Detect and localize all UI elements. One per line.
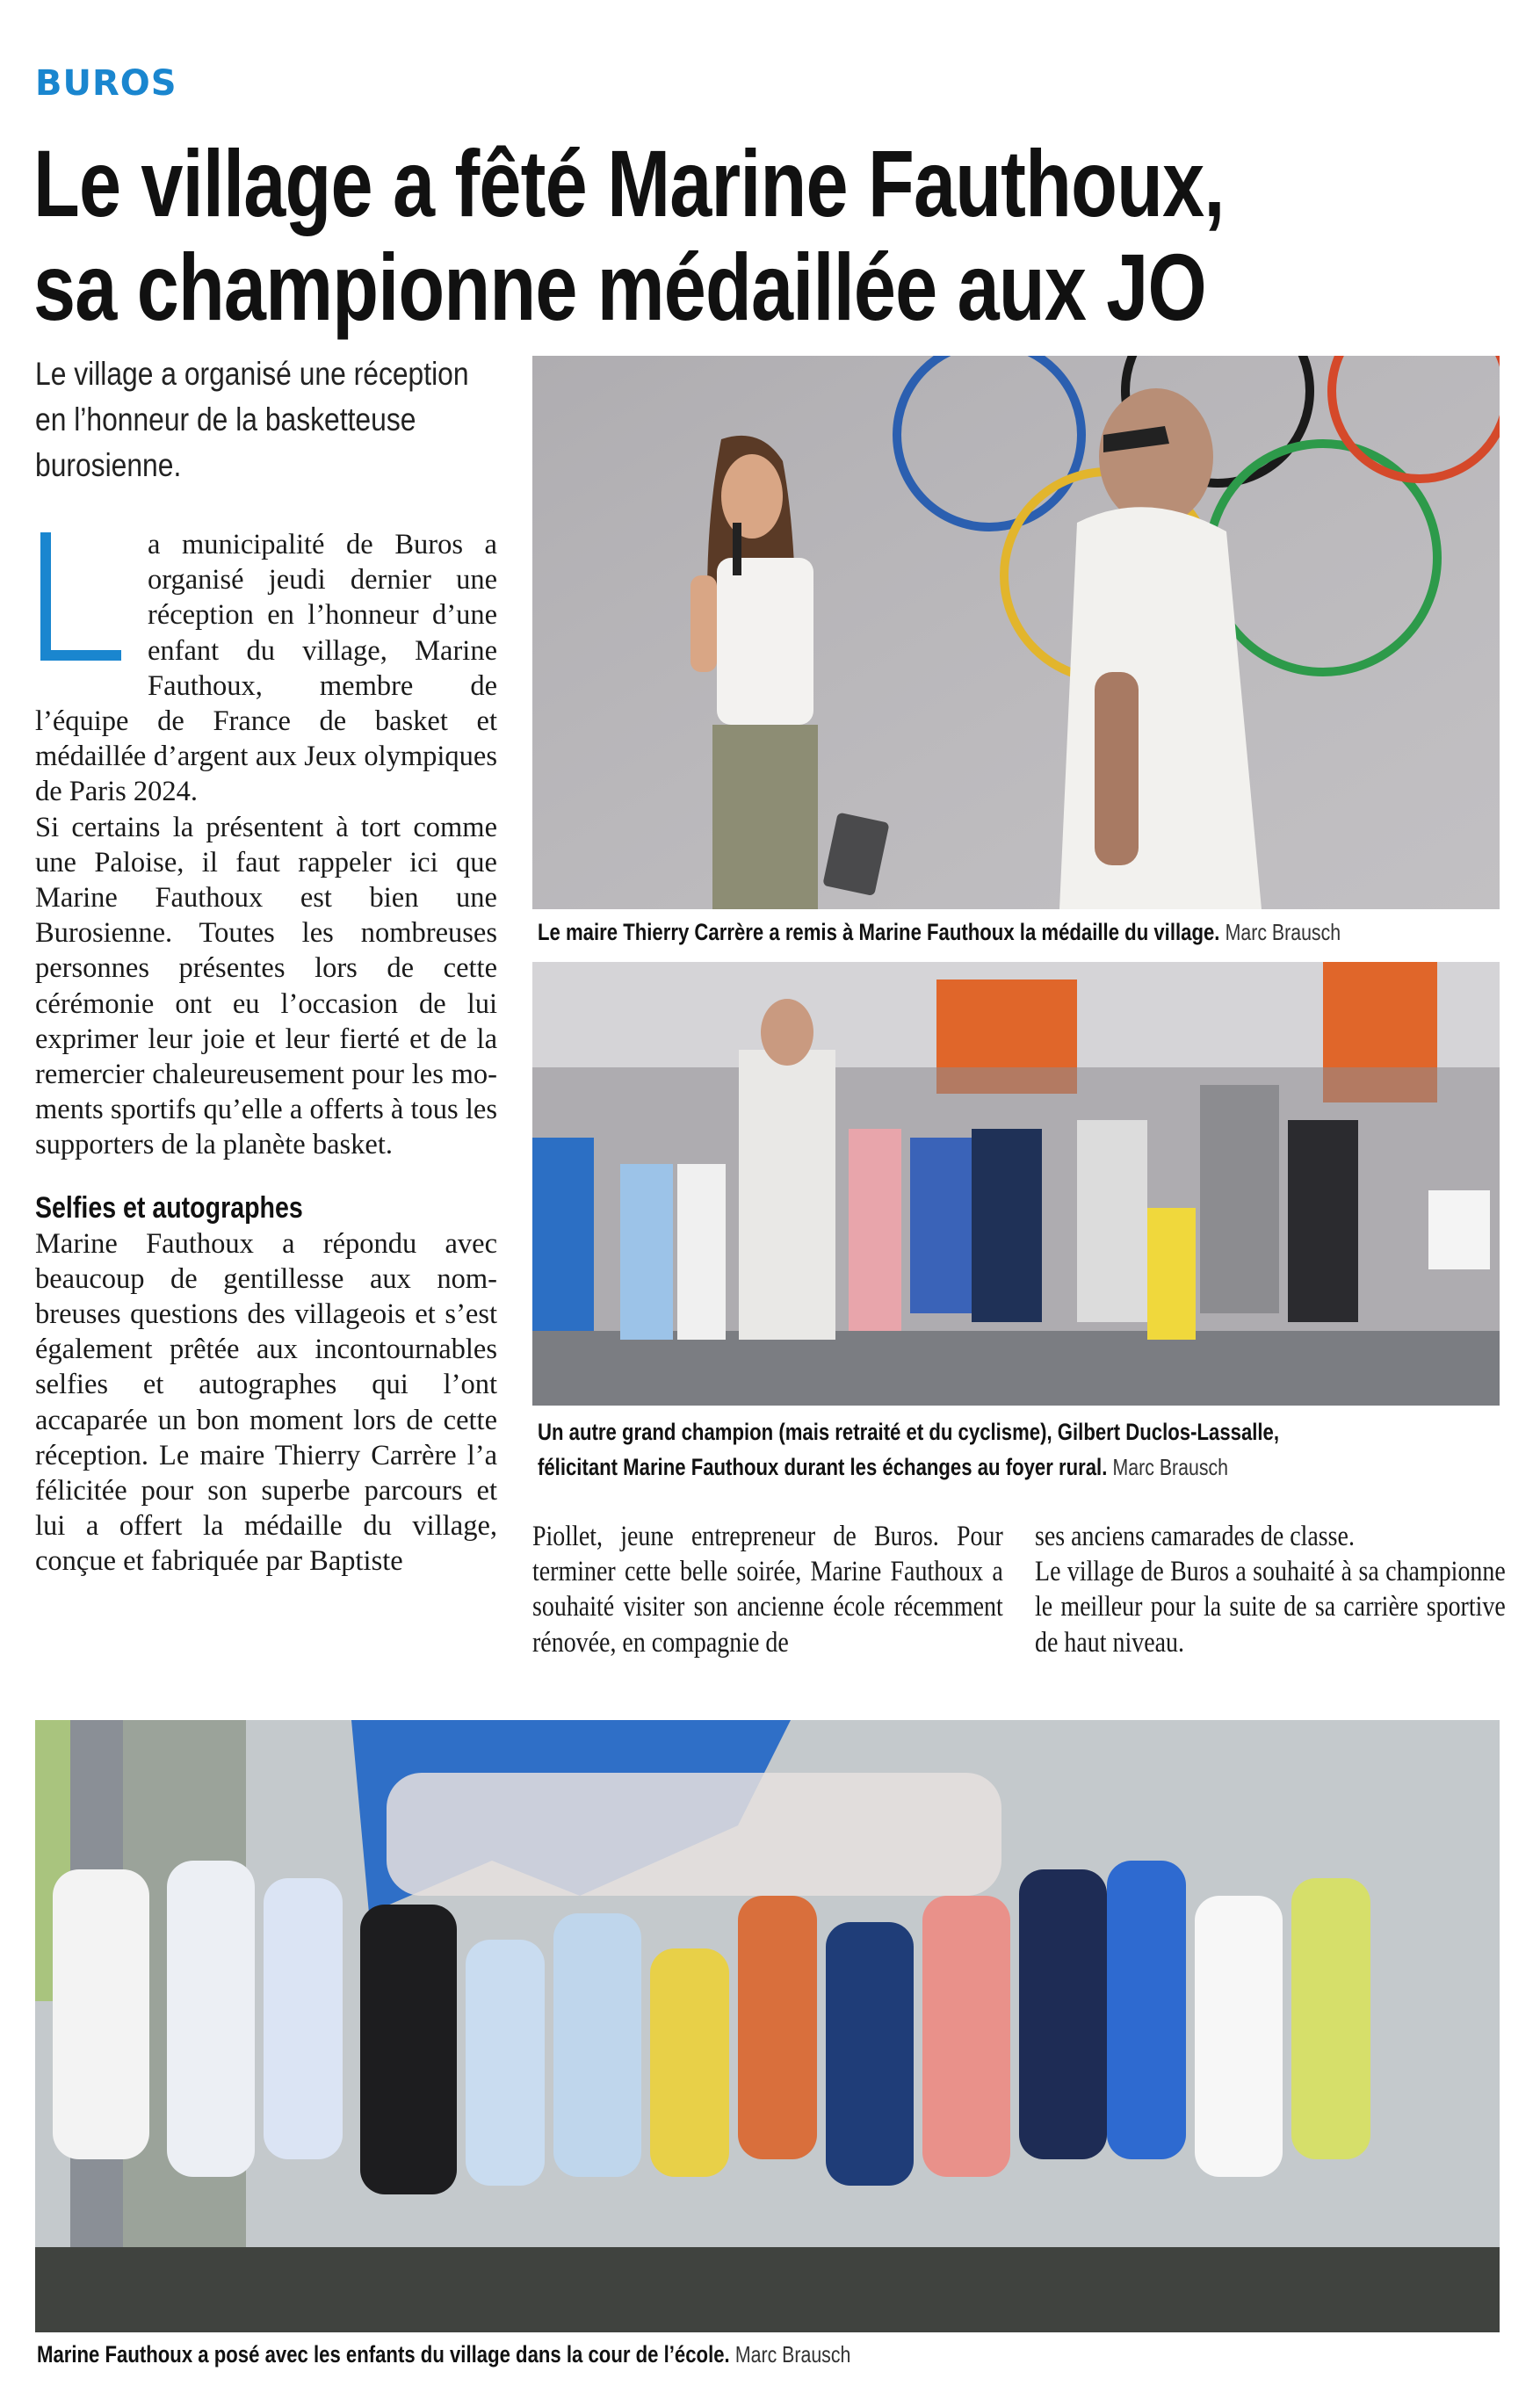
body-paragraph-4: Le village de Buros a souhaité à sa championne le meilleur pour la suite de sa carrière sportive de haut niveau. xyxy=(1035,1556,1506,1659)
body-paragraph-3-end: ses anciens camarades de classe. xyxy=(1035,1521,1355,1552)
body-column-middle-inner xyxy=(532,1519,1003,1660)
body-column-right-inner xyxy=(1035,1519,1506,1660)
floor xyxy=(532,1331,1500,1406)
headline-line-1: Le village a fêté Marine Fauthoux, xyxy=(33,130,1225,236)
photo-credit-1: Marc Brausch xyxy=(1225,919,1341,945)
dropcap-stem xyxy=(40,532,51,661)
kicker-section-label: BUROS xyxy=(35,63,177,104)
headline xyxy=(33,132,1516,339)
body-column-left xyxy=(35,527,497,1580)
photo-caption-3 xyxy=(37,2337,850,2372)
photo-schoolyard-group-art xyxy=(35,1720,1500,2332)
photo-medal-ceremony xyxy=(532,356,1500,909)
photo-community-hall xyxy=(532,962,1500,1406)
standfirst: Le village a organisé une réception en l’honneur de la basketteuse burosienne. xyxy=(35,356,469,483)
photo-credit-2: Marc Brausch xyxy=(1112,1454,1229,1480)
photo-community-hall-art xyxy=(532,962,1500,1406)
body-paragraph-2: Si certains la présentent à tort comme une Paloise, il faut rappeler ici que Marine Fauthoux est bien une Burosienne. Toutes les nombreuses personnes présentes lors de cette cérémonie ont eu l’occasion de lui exprimer leur joie et leur fierté et de la remercier chaleureusement pour les moments sportifs qu’elle a offerts à tous les supporters de la planète basket. xyxy=(35,811,497,1161)
headline-line-2: sa championne médaillée aux JO xyxy=(33,234,1206,340)
photo-caption-3-text: Marine Fauthoux a posé avec les enfants du village dans la cour de l’école. xyxy=(37,2341,730,2367)
body-paragraph-3-continued: Piollet, jeune entrepreneur de Buros. Pour terminer cette belle soirée, Marine Fauthoux a souhaité visiter son ancienne école récemment rénovée, en compagnie de xyxy=(532,1521,1003,1659)
body-paragraph-1 xyxy=(35,527,497,810)
ground xyxy=(35,2247,1500,2332)
body-paragraph-1-text: a municipalité de Buros a organisé jeudi dernier une réception en l’honneur d’une enfant du village, Marine Fauthoux, membre de l’équipe de France de basket et médaillée d’argent aux Jeux olympiques de Paris 2024. xyxy=(35,529,497,808)
subhead: Selfies et autographes xyxy=(35,1190,303,1225)
photo-medal-ceremony-art xyxy=(532,356,1500,909)
dropcap-foot xyxy=(40,650,121,661)
photo-credit-3: Marc Brausch xyxy=(734,2341,851,2367)
body-column-right xyxy=(1035,1519,1506,1660)
photo-schoolyard-group xyxy=(35,1720,1500,2332)
body-paragraph-3: Marine Fauthoux a répondu avec beaucoup de gentillesse aux nombreuses questions des villageois et s’est également prêtée aux incontournables selfies et autographes qui l’ont accaparée un bon moment lors de cette réception. Le maire Thierry Carrère l’a félicitée pour son superbe parcours et lui a offert la médaille du village, conçue et fabriquée par Baptiste xyxy=(35,1227,497,1578)
dropcap xyxy=(35,532,141,673)
photo-caption-2-line-1: Un autre grand champion (mais retraité et du cyclisme), Gilbert Duclos-Lassalle, xyxy=(538,1419,1280,1445)
wall-shade xyxy=(532,356,1500,909)
photo-caption-1-text: Le maire Thierry Carrère a remis à Marine Fauthoux la médaille du village. xyxy=(538,919,1220,945)
body-column-middle xyxy=(532,1519,1003,1660)
photo-caption-1 xyxy=(538,914,1341,950)
photo-caption-2-line-2: félicitant Marine Fauthoux durant les échanges au foyer rural. xyxy=(538,1454,1108,1480)
photo-caption-2 xyxy=(538,1414,1279,1485)
